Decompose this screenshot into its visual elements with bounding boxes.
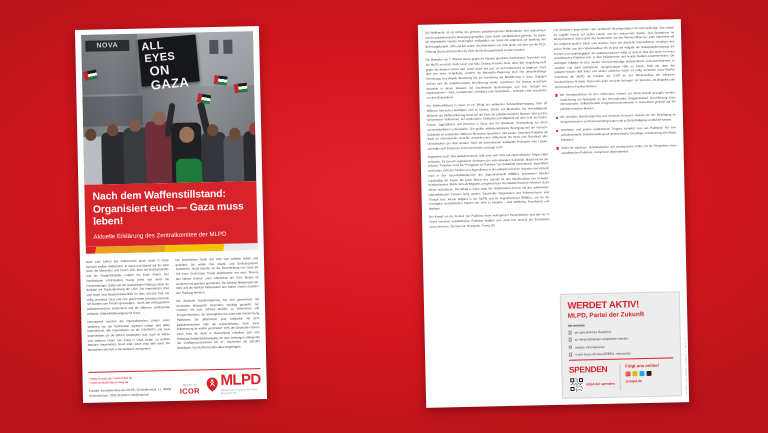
placard-line-2: EYES: [143, 49, 176, 65]
front-text-columns: [86, 256, 260, 369]
headline-banner: [84, 181, 257, 247]
demand-text: Die Verantwortlichen für den Völkermord müssen zur Rechenschaft gezogen werden. Auslieferung von Netanjahu an den Internationalen Strafgerichtshof. Durchführung eines internationalen Völkertribunals/ Kriegsverbrechertribunals in Gaza-Stadt gestützt auf die palästinensischen Massen.: [559, 90, 676, 111]
coupon-option-label: weitere Informationen: [574, 344, 605, 350]
coupon-subheading: MLPD, Partei der Zukunft: [567, 310, 645, 320]
demand-text: Stärkt die säkularen, demokratischen und revolutionären Kräfte, für die Perspektive eines sozialistischen Palästina - Kampf dem Imperialismus!: [561, 143, 677, 155]
coupon-option[interactable]: [568, 343, 673, 349]
demand-item: [555, 90, 676, 111]
coupon-option-label: zu Veranstaltungen eingeladen werden: [574, 336, 629, 342]
demand-text: Die deutsche Bundesregierung und deutsche Konzerne müssen für ihre Beteiligung an Kriegsverbrechen zur Rechenschaft gezogen und zu Entschädigung verpflichtet werden.: [560, 112, 676, 124]
flyer-page-front: [75, 26, 267, 403]
headline-line-1: Nach dem Waffenstillstand:: [92, 188, 226, 203]
social-icons: [625, 371, 659, 377]
front-column-right: [175, 256, 260, 367]
placard-line-1: ALL: [140, 39, 165, 54]
mlpd-logo: [205, 372, 261, 395]
coupon-lead: Ich möchte:: [567, 323, 586, 328]
coupon-option[interactable]: [568, 336, 673, 342]
front-footer: [88, 372, 260, 398]
hammer-sickle-icon: [205, 377, 218, 392]
tiktok-icon[interactable]: [646, 371, 652, 377]
coupon-divider: [569, 358, 673, 361]
donate-label: SPENDEN: [568, 363, 608, 375]
coupon-footer: [569, 362, 674, 391]
headline-line-2: Organisiert euch — Gaza muss leben!: [92, 201, 244, 229]
shop-sign: NOVA: [85, 40, 129, 52]
paragraph: und deutschen Imperialisten oder arabischer Neoimperialisten ist nicht befriedigt. Das zeigen die Angriffe Israels auf sieben Länder und der andauernde Siedler- und Staatsterror im Westjordanland. Schon geht das Geschacher um den Wiederaufbau los; jeder Imperialist will ein möglichst großes Stück vom Kuchen. Auch der deutsche Imperialismus verspricht sich schon Profite aus dem Wiederaufbau. Es ist jetzt die Aufgabe der Solidaritätsbewegung, die Freiheit und Unabhängigkeit des palästinensischen Volks zu sichern. Das Ziel muss ein freies sozialistisches Palästina sein, in dem Palästinenser und Israelis friedlich zusammenleben. Die wichtigste Aufgabe ist jetzt, wieder menschenwürdige demokratische Lebensverhältnisse zu schaffen und dafür solidarische, uneigennützige Hilfe zu leisten. Helft mit, dass das palästinensische Volk leben und wieder aufstehen kann! Im völlig zerstörten Gaza-Streifen unterstützt die MLPD die Initiative der ICOR für den Wiederaufbau der säkularen Krankenhäuser Al Awda. Dazu kann jeder und jede beitragen: mit Spenden, als Brigadist oder mit besonderen Fachkenntnissen.: [553, 25, 676, 89]
coupon-option[interactable]: [568, 328, 673, 334]
demand-item: [556, 126, 677, 143]
instagram-icon[interactable]: [625, 371, 631, 377]
paragraph: International bereiten die imperialistischen Länder einen Weltkrieg vor, die faschistisch regierten Länder sind dabei federführend. Alle Imperialisten um die USA/NATO und neue Imperialisten um die BRICS bekämpfen sich, auch im Nahen und mittleren Osten. Der Krieg in Gaza zeigte, zu welcher Barbarei Imperialisten bereit sind. Gaza zeigt aber auch: Die Menschheit will nicht in der Barbarei untergehen!: [87, 317, 171, 352]
coupon-option-label: in der Gaza-AG des REBELL mitmachen: [575, 351, 632, 357]
paragraph: Die deutsche Bundesregierung hat sich gemeinsam mit deutschen Monopolen besonders schuldig gemacht: Sie leisteten bis zum Schluss Beihilfe zu Völkermord und Kriegsverbrechen. Sie verweigerten bis zuletzt die Anerkennung Palästinas. Sie diffamierten jede Solidarität mit dem palästinensischen Volk als Antisemitismus. Auch diese Diffamierung ist weithin gescheitert: 80% der Deutschen lehnen ihren Kurs ab. Auch in Deutschland entfaltete sich eine Palästina-Solidaritätsbewegung mit dem bisherigen Höhepunkt der Großdemonstrationen am 27. September mit 160.000 Beteiligten. Die MLPD hat aktiv dazu beigetragen.: [176, 297, 260, 351]
coupon-heading: WERDET AKTIV!: [567, 298, 640, 312]
demand-item: [556, 143, 677, 155]
protest-placard: [138, 34, 200, 93]
checkbox[interactable]: [568, 331, 572, 335]
paragraph: Nach zwei Jahren des Völkermords durch Israel in Gaza herrscht endlich Waffenruhe. In Gaza und überall auf der Welt fielen die Menschen und freuen sich, dass die Bombennächte und die Hungerblockade endlich ein Ende finden. Der faschistische US-Präsident Trump preist sich dreist als Friedensbringer. Dabei war der faschistische Feldzug Israels nur denkbar mit Rückendeckung der USA. Die Imperialisten USA und Israel sind hauptverantwortlich für über 100.000 Tote, ein völlig zerstörtes Gaza und eine gravierende Umweltzerstörung. Sie wurden zum Frieden gezwungen - durch den unbeugsamen palästinensischen Widerstand und die Millionen umfassende weltweite Solidaritätsbewegung mit Gaza.: [85, 258, 170, 316]
icor-member-label: Member of: [182, 383, 197, 387]
contact-details: Kontakt: Zentralkomitee der MLPD, Schmalhorststr. 1c, 45899 Gelsenkirchen, 0209 9119194, info@mlpd.de: [88, 387, 172, 398]
coupon-vertical-divider: [620, 364, 621, 391]
follow-label: Folgt uns online!: [625, 362, 660, 369]
paragraph: Die Massaker am 7. Oktober waren gegen die Massen gerichtete faschistische Terrorakte, was die MLPD verurteilt. Auch Lenin und Mao Zedong betonten stets, dass sich Vergeltung nicht gegen die Massen richten darf. Israel nutzte das aus, um den Völkermord zu beginnen. Doch dies war keine Vergeltung, sondern die Netanjahu-Regierung trieb ihre jahrzehntelange Vertreibung und illegale Besatzung bis zur Ausrottung der Bevölkerung in Gaza. Dagegen schloss sich die palästinensische Bevölkerung wieder zusammen. Die Hamas verzichtete daraufhin in dieser Situation auf faschistische Bestrebungen und eine Vielzahl von Organisationen - linke, revolutionäre, christliche und muslimische - schlossen sich zusammen zu einer Einheitsfront.: [425, 55, 547, 100]
checkbox[interactable]: [568, 345, 572, 349]
action-coupon: [559, 292, 682, 399]
paragraph: Organisiert euch! Das palästinensische Volk kann sich nicht auf imperialistische Regierungen verlassen. Es braucht organisierte Strukturen der internationalen Solidarität. Macht mit bei der Initiative "Palestine must live"!/"Organize for Palestine" bei Solidarität International. Jugendliche und Kinder, helft den Kindern und Jugendlichen in den palästinensischen Gebieten und schließt euch in den Gaza-Solidarität-AGs des Jugendverbands REBELL zusammen! Arbeitet regelmäßig mit, leisten Sie jeden Monat eine Spende für den Wiederaufbau des Al-Awda-Krankenhauses. Melde dich als Brigadist, um gemeinsam mit palästinensischen Arbeitern Gaza wieder aufzubauen. Der Erfolg in Gaza zeigt: Die Volksmassen können mit den schlimmsten imperialistischen Feinden fertig werden. Dauerhafte Organisation und Selbstvertrauen sind Trumpf! Und: Werde Mitglied in der MLPD und im Jugendverband REBELL, um für die vereinigten sozialistischen Staaten der Welt zu kämpfen - statt Weltkrieg, Faschismus und Barbarei.: [427, 152, 550, 211]
paragraph: Der Waffenstillstand in Gaza ist ein Erfolg der weltweiten Solidaritätsbewegung. Über 20 Millionen Menschen beteiligten sich an Demos, Streiks und Blockaden. Die überwältigende Mehrheit der Weltbevölkerung stand auf der Seite der palästinensischen Massen: Wut auf den barbarischen Völkermord, tief empfundene Solidarität und Mitgefühl mit dem Leid der Kinder, Frauen, Jugendlichen und Arbeitern in Gaza und der Westbank, Hochachtung vor ihrem unerschütterlichen Lebenswillen. Die größte antiimperialistische Bewegung seit der Vietnam-Solidarität ist entstanden. Millionen Menschen spendeten, 160 Länder erkannten Palästina als Staat an, internationale Gerichte verurteilen den Völkermord. Es muss zum Grundsatz aller Unterdrückten der Welt werden: Hoch die internationale Solidarität! Proletarier aller Länder, vereinigt euch! Proletarier und Unterdrückte, vereinigt euch!: [426, 101, 548, 151]
bullet-square-icon: [556, 129, 559, 132]
imprint-text: V.i.S.d.P.: G. Schimmel • Auflage 8/25 • mlpd.de: [683, 338, 687, 395]
bullet-square-icon: [555, 94, 558, 97]
gaza-solidarity-demonstration-photo: [81, 31, 256, 185]
checkbox[interactable]: [568, 338, 572, 342]
follow-block: [625, 363, 659, 384]
flyer-page-back: [418, 19, 689, 408]
bullet-square-icon: [556, 147, 559, 150]
back-column-right: [553, 25, 682, 399]
placard-line-4: GAZA: [150, 73, 190, 93]
demand-item: [555, 113, 676, 125]
hero-photo-block: [81, 31, 256, 185]
website-link[interactable]: • www.rf-news.de • www.mlpd.de: [88, 375, 133, 381]
bullet-square-icon: [555, 116, 558, 119]
paragraph: Die Imperialisten Israel und USA sind weltweit isoliert und geächtet. Sie wollen ihre Macht- und Einflusssphären ausdehnen. Israel träumte vor der Einverleibung von Gaza als Teil eines Groß-Israel. Trump phantasierte von einer "Riviera des Nahen Ostens" unter Oberhoheit der USA. Beides ist zunächst mal grandios gescheitert. Die stärkste Militärmacht der Welt und die stärkste Militärmacht des Nahen Ostens mussten den Rückzug antreten.: [175, 256, 259, 295]
front-column-left: [86, 258, 171, 369]
paragraph: Der Kampf um die Freiheit von Palästina muss weitergehen! Perspektivisch wird das nur in einem vereinten sozialistischen Palästina möglich sein. Auch hier braucht der Sozialismus neues Ansehen. Die Gier von Netanjahu, Trump, EU: [429, 212, 550, 229]
mlpd-wordmark: MLPD: [220, 371, 261, 389]
donate-url[interactable]: mlpd.de/ spenden: [586, 381, 616, 387]
icor-logo: [180, 383, 200, 395]
placard-line-3: ON: [148, 62, 171, 79]
donate-block: [569, 364, 615, 392]
paragraph: Die Waffenruhe ist ein Erfolg des geeinten palästinensischen Widerstands. Seit Jahrzehnten war die palästinensische Bewegung gespalten. Dazu wurde viel Wühlarbeit geleistet. So wurde die islamistische Hamas ursprünglich maßgeblich von Israel mit aufgebaut zur Spaltung des Befreiungskampfs. USA und EU setzen das Abkommen von Oslo durch, mit dem von der PLO-Führung (Autonomiebehörde) die Ziele des Befreiungskampfs verraten wurden.: [424, 28, 546, 54]
coupon-option-label: ein persönliches Gespräch: [574, 329, 612, 335]
checkbox[interactable]: [569, 353, 573, 357]
youtube-icon[interactable]: [632, 371, 638, 377]
demand-text: Israelische und andere ausländische Truppen komplett raus aus Palästina! Für eine palästinensische Selbstverwaltung auf demokratischer Grundlage, Anerkennung des Staats Palästina!: [560, 125, 677, 142]
mlpd-tagline: Marxistisch-Leninistische Partei Deutschlands: [220, 388, 258, 395]
social-handle[interactable]: @mlpd.de: [625, 379, 642, 384]
twitter-icon[interactable]: [639, 371, 645, 377]
back-column-left: [425, 28, 554, 402]
subheadline: Aktuelle Erklärung des Zentralkomitee der MLPD: [93, 230, 227, 241]
crowd-figures: [82, 95, 256, 185]
qr-code-icon[interactable]: [569, 377, 583, 391]
icor-wordmark: ICOR: [179, 386, 200, 396]
website-link[interactable]: • www.revolutionaerer-weg.de: [88, 380, 129, 386]
coupon-option[interactable]: [569, 350, 674, 356]
